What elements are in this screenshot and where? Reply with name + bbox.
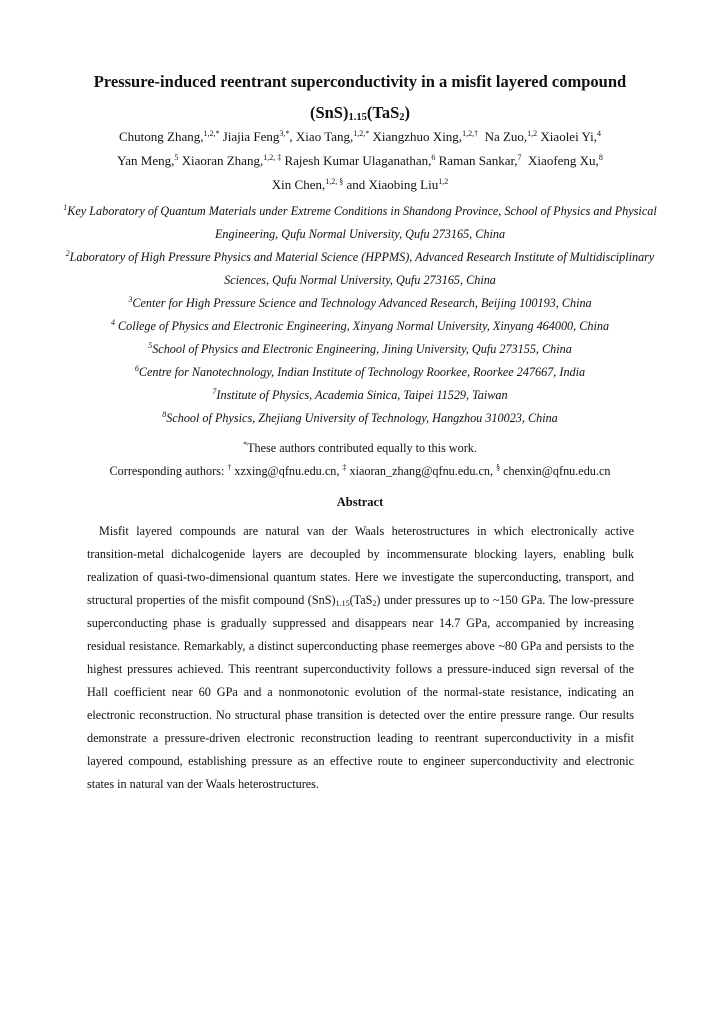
- author-line: [60, 149, 660, 173]
- author-name: Raman Sankar,: [438, 153, 518, 168]
- abstract-text: Misfit layered compounds are natural van der Waals heterostructures in which electronically active transition-metal dichalcogenide layers are decoupled by incommensurate blocking layers, enabling bulk realization of quasi-two-dimensional quantum states. Here we investigate the superconducting, transport, and structural properties of the misfit compound (SnS): [87, 524, 634, 607]
- abstract-text: (TaS: [349, 593, 373, 607]
- author-name: Yan Meng,: [117, 153, 175, 168]
- affiliation-text: Centre for Nanotechnology, Indian Institute of Technology Roorkee, Roorkee 247667, India: [138, 365, 586, 379]
- author-name: Na Zuo,: [484, 129, 528, 144]
- affiliation-item: [60, 407, 660, 430]
- author-name: Xiaofeng Xu,: [528, 153, 599, 168]
- affiliation-number: 3: [128, 295, 133, 304]
- title-main: Pressure-induced reentrant superconductivity in a misfit layered compound: [93, 72, 627, 91]
- corresponding-authors: [40, 460, 680, 483]
- author-affiliation-mark: 1,2,*: [203, 129, 220, 138]
- author-affiliation-mark: 1,2,*: [353, 129, 370, 138]
- abstract-heading: Abstract: [336, 495, 384, 509]
- author-affiliation-mark: 3,*: [279, 129, 290, 138]
- title-formula: [60, 97, 660, 128]
- affiliation-text: Key Laboratory of Quantum Materials under Extreme Conditions in Shandong Province, School of Physics and Physical Engineering, Qufu Normal University, Qufu 273165, China: [67, 204, 657, 241]
- author-name: Xiaoran Zhang,: [181, 153, 264, 168]
- equal-contribution-note: [40, 437, 680, 460]
- affiliation-item: [60, 315, 660, 338]
- author-affiliation-mark: 1,2: [527, 129, 538, 138]
- affiliation-item: [60, 338, 660, 361]
- equal-contribution-mark: *: [243, 440, 248, 449]
- author-line: [60, 173, 660, 197]
- formula-part-2: (TaS: [366, 103, 400, 122]
- affiliation-text: College of Physics and Electronic Engineering, Xinyang Normal University, Xinyang 464000, China: [118, 319, 610, 333]
- author-affiliation-mark: 1,2, §: [325, 177, 344, 186]
- author-affiliation-mark: 4: [597, 129, 601, 138]
- formula-sub-2: 2: [399, 112, 405, 123]
- author-affiliation-mark: 1,2, ‡: [263, 153, 282, 162]
- author-affiliation-mark: 8: [598, 153, 603, 162]
- affiliation-number: 4: [110, 318, 115, 327]
- contact-email[interactable]: chenxin@qfnu.edu.cn: [503, 464, 611, 478]
- affiliation-number: 2: [65, 249, 70, 258]
- author-name: Xin Chen,: [271, 177, 326, 192]
- abstract-text: ) under pressures up to ~150 GPa. The low-pressure superconducting phase is gradually suppressed and disappears near 14.7 GPa, accompanied by increasing residual resistance. Remarkably, a distinct superconducting phase reemerges above ~80 GPa and persists to the highest pressures achieved. This reentrant superconductivity follows a pressure-induced sign reversal of the Hall coefficient near 60 GPa and a nonmonotonic evolution of the normal-state resistance, indicating an electronic reconstruction. No structural phase transition is detected over the entire pressure range. Our results demonstrate a pressure-driven electronic reconstruction leading to reentrant superconductivity in a misfit layered compound, establishing pressure as an effective route to engineer superconductivity and electronic states in natural van der Waals heterostructures.: [87, 593, 634, 791]
- author-notes: [40, 437, 680, 483]
- contact-mark: §: [496, 463, 501, 472]
- affiliation-item: [60, 246, 660, 292]
- author-affiliation-mark: 5: [174, 153, 179, 162]
- affiliation-number: 8: [162, 410, 167, 419]
- affiliation-item: [60, 384, 660, 407]
- abstract-body: [87, 520, 634, 796]
- affiliation-number: 1: [63, 203, 68, 212]
- affiliation-text: School of Physics and Electronic Engineering, Jining University, Qufu 273155, China: [152, 342, 572, 356]
- corresponding-label: Corresponding authors:: [109, 464, 225, 478]
- affiliation-number: 5: [148, 341, 153, 350]
- author-name: Xiaolei Yi,: [540, 129, 597, 144]
- author-list: [60, 125, 660, 197]
- equal-contribution-text: These authors contributed equally to this work.: [247, 441, 477, 455]
- formula-part-1: (SnS): [309, 103, 349, 122]
- contact-email[interactable]: xiaoran_zhang@qfnu.edu.cn,: [349, 464, 494, 478]
- paper-title: [60, 66, 660, 128]
- author-affiliation-mark: 7: [517, 153, 522, 162]
- affiliation-text: Institute of Physics, Academia Sinica, Taipei 11529, Taiwan: [216, 388, 508, 402]
- author-name: Jiajia Feng: [222, 129, 280, 144]
- author-name: Chutong Zhang,: [118, 129, 204, 144]
- author-affiliation-mark: 1,2: [438, 177, 449, 186]
- author-affiliation-mark: 6: [431, 153, 436, 162]
- formula-sub-1: 1.15: [348, 112, 367, 123]
- affiliation-number: 6: [134, 364, 139, 373]
- affiliation-list: [60, 200, 660, 430]
- author-name: Rajesh Kumar Ulaganathan,: [284, 153, 432, 168]
- author-name: and Xiaobing Liu: [346, 177, 439, 192]
- author-line: [60, 125, 660, 149]
- author-affiliation-mark: 1,2,†: [462, 129, 479, 138]
- affiliation-text: Center for High Pressure Science and Technology Advanced Research, Beijing 100193, China: [132, 296, 592, 310]
- formula-part-3: ): [404, 103, 411, 122]
- abstract-subscript: 1.15: [335, 599, 350, 608]
- affiliation-item: [60, 292, 660, 315]
- affiliation-text: School of Physics, Zhejiang University of Technology, Hangzhou 310023, China: [166, 411, 558, 425]
- author-name: , Xiao Tang,: [289, 129, 354, 144]
- affiliation-item: [60, 361, 660, 384]
- affiliation-item: [60, 200, 660, 246]
- affiliation-text: Laboratory of High Pressure Physics and Material Science (HPPMS), Advanced Research Institute of Multidisciplinary Sciences, Qufu Normal University, Qufu 273165, China: [69, 250, 655, 287]
- affiliation-number: 7: [212, 387, 217, 396]
- author-name: Xiangzhuo Xing,: [372, 129, 463, 144]
- contact-mark: †: [227, 463, 232, 472]
- contact-email[interactable]: xzxing@qfnu.edu.cn,: [234, 464, 340, 478]
- abstract-subscript: 2: [372, 599, 377, 608]
- contact-mark: ‡: [342, 463, 347, 472]
